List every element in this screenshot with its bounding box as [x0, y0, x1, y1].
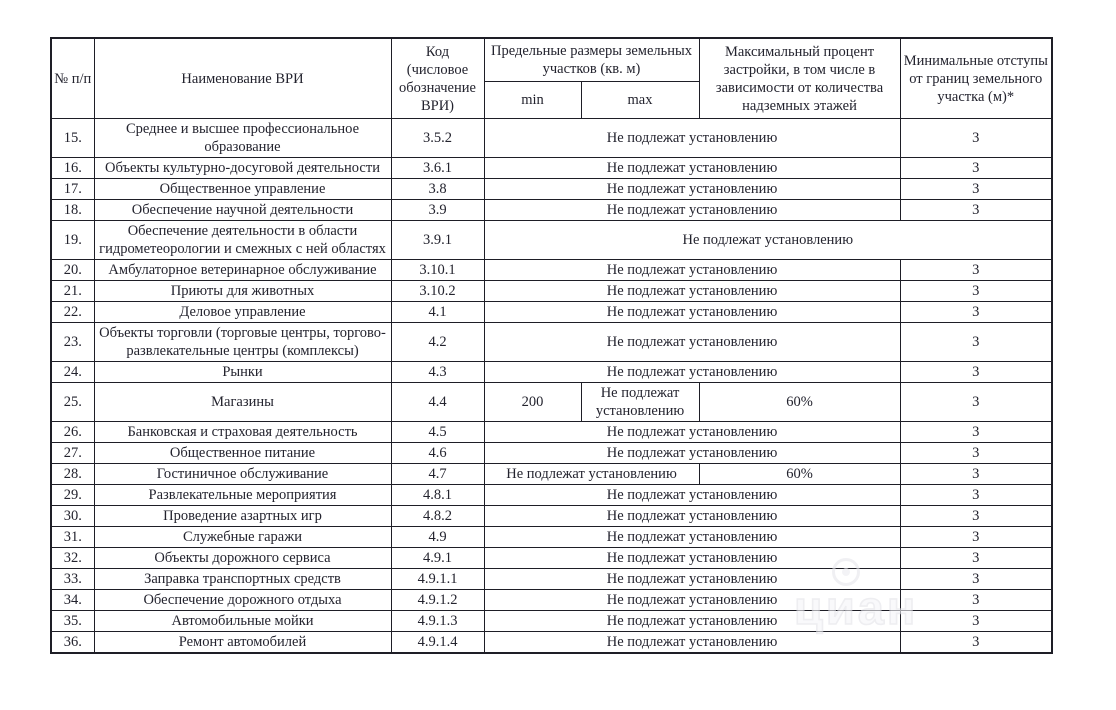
watermark-text: циан [794, 581, 919, 634]
limit-merged: Не подлежат установлению [484, 200, 900, 221]
header-percent-col: Максимальный процент застройки, в том числе в зависимости от количества надземных этажей [699, 38, 900, 119]
limit-merged: Не подлежат установлению [484, 323, 900, 362]
limit-max: Не подлежат установлению [581, 383, 699, 422]
table-row [51, 221, 1052, 260]
vri-name: Служебные гаражи [94, 527, 391, 548]
vri-code: 4.8.2 [391, 506, 484, 527]
row-number: 36. [51, 632, 94, 654]
limit-minmax-merged: Не подлежат установлению [484, 464, 699, 485]
limit-merged: Не подлежат установлению [484, 527, 900, 548]
vri-code: 4.9.1.3 [391, 611, 484, 632]
vri-name: Амбулаторное ветеринарное обслуживание [94, 260, 391, 281]
setback-value: 3 [900, 158, 1052, 179]
vri-code: 3.9 [391, 200, 484, 221]
table-row [51, 569, 1052, 590]
setback-value: 3 [900, 611, 1052, 632]
header-size-col: Предельные размеры земельных участков (кв. м) [484, 38, 699, 82]
vri-code: 4.6 [391, 443, 484, 464]
row-number: 18. [51, 200, 94, 221]
setback-value: 3 [900, 119, 1052, 158]
vri-name: Ремонт автомобилей [94, 632, 391, 654]
vri-code: 4.1 [391, 302, 484, 323]
setback-value: 3 [900, 260, 1052, 281]
table-row [51, 383, 1052, 422]
row-number: 28. [51, 464, 94, 485]
row-number: 25. [51, 383, 94, 422]
table-row [51, 548, 1052, 569]
header-setback-col: Минимальные отступы от границ земельного участка (м)* [900, 38, 1052, 119]
setback-value: 3 [900, 323, 1052, 362]
row-number: 30. [51, 506, 94, 527]
limit-merged: Не подлежат установлению [484, 590, 900, 611]
row-number: 22. [51, 302, 94, 323]
vri-name: Развлекательные мероприятия [94, 485, 391, 506]
row-number: 24. [51, 362, 94, 383]
table-row [51, 323, 1052, 362]
row-number: 27. [51, 443, 94, 464]
setback-value: 3 [900, 632, 1052, 654]
row-number: 29. [51, 485, 94, 506]
vri-name: Объекты культурно-досуговой деятельности [94, 158, 391, 179]
row-number: 21. [51, 281, 94, 302]
vri-code: 4.7 [391, 464, 484, 485]
vri-code: 3.6.1 [391, 158, 484, 179]
setback-value: 3 [900, 506, 1052, 527]
header-code-col: Код (числовое обозначение ВРИ) [391, 38, 484, 119]
setback-value: 3 [900, 179, 1052, 200]
vri-name: Общественное питание [94, 443, 391, 464]
setback-value: 3 [900, 590, 1052, 611]
vri-code: 4.9.1.4 [391, 632, 484, 654]
table-row [51, 260, 1052, 281]
vri-code: 3.8 [391, 179, 484, 200]
table-row [51, 485, 1052, 506]
limit-merged: Не подлежат установлению [484, 302, 900, 323]
vri-name: Деловое управление [94, 302, 391, 323]
vri-code: 4.4 [391, 383, 484, 422]
row-number: 32. [51, 548, 94, 569]
table-row [51, 506, 1052, 527]
limit-merged-full: Не подлежат установлению [484, 221, 1052, 260]
setback-value: 3 [900, 464, 1052, 485]
vri-code: 4.5 [391, 422, 484, 443]
vri-code: 3.9.1 [391, 221, 484, 260]
limit-merged: Не подлежат установлению [484, 119, 900, 158]
vri-code: 3.10.1 [391, 260, 484, 281]
header-name-col: Наименование ВРИ [94, 38, 391, 119]
setback-value: 3 [900, 422, 1052, 443]
vri-name: Гостиничное обслуживание [94, 464, 391, 485]
row-number: 34. [51, 590, 94, 611]
vri-code: 4.3 [391, 362, 484, 383]
setback-value: 3 [900, 200, 1052, 221]
setback-value: 3 [900, 362, 1052, 383]
setback-value: 3 [900, 302, 1052, 323]
limit-merged: Не подлежат установлению [484, 443, 900, 464]
vri-code: 4.9 [391, 527, 484, 548]
table-row [51, 362, 1052, 383]
setback-value: 3 [900, 383, 1052, 422]
vri-name: Объекты дорожного сервиса [94, 548, 391, 569]
row-number: 31. [51, 527, 94, 548]
vri-name: Общественное управление [94, 179, 391, 200]
vri-code: 4.9.1.1 [391, 569, 484, 590]
limit-merged: Не подлежат установлению [484, 548, 900, 569]
vri-name: Заправка транспортных средств [94, 569, 391, 590]
table-row [51, 590, 1052, 611]
row-number: 16. [51, 158, 94, 179]
vri-name: Объекты торговли (торговые центры, торгово-развлекательные центры (комплексы) [94, 323, 391, 362]
table-body [51, 119, 1052, 654]
build-percent: 60% [699, 464, 900, 485]
vri-name: Обеспечение деятельности в области гидрометеорологии и смежных с ней областях [94, 221, 391, 260]
table-row [51, 464, 1052, 485]
table-row [51, 158, 1052, 179]
vri-name: Магазины [94, 383, 391, 422]
setback-value: 3 [900, 569, 1052, 590]
setback-value: 3 [900, 281, 1052, 302]
vri-name: Обеспечение дорожного отдыха [94, 590, 391, 611]
table-row [51, 443, 1052, 464]
table-row [51, 302, 1052, 323]
limit-merged: Не подлежат установлению [484, 422, 900, 443]
limit-merged: Не подлежат установлению [484, 485, 900, 506]
vri-name: Банковская и страховая деятельность [94, 422, 391, 443]
table-row [51, 611, 1052, 632]
limit-merged: Не подлежат установлению [484, 158, 900, 179]
vri-name: Приюты для животных [94, 281, 391, 302]
vri-code: 3.5.2 [391, 119, 484, 158]
vri-name: Обеспечение научной деятельности [94, 200, 391, 221]
table-row [51, 527, 1052, 548]
table-row [51, 422, 1052, 443]
vri-name: Среднее и высшее профессиональное образование [94, 119, 391, 158]
vri-table [50, 37, 1053, 654]
table-row [51, 632, 1052, 654]
header-row-top [51, 38, 1052, 82]
row-number: 26. [51, 422, 94, 443]
row-number: 15. [51, 119, 94, 158]
limit-merged: Не подлежат установлению [484, 611, 900, 632]
row-number: 19. [51, 221, 94, 260]
vri-code: 4.9.1 [391, 548, 484, 569]
setback-value: 3 [900, 485, 1052, 506]
row-number: 17. [51, 179, 94, 200]
header-min-col: min [484, 82, 581, 119]
limit-merged: Не подлежат установлению [484, 260, 900, 281]
limit-merged: Не подлежат установлению [484, 506, 900, 527]
limit-merged: Не подлежат установлению [484, 362, 900, 383]
vri-name: Автомобильные мойки [94, 611, 391, 632]
setback-value: 3 [900, 548, 1052, 569]
vri-code: 4.8.1 [391, 485, 484, 506]
row-number: 23. [51, 323, 94, 362]
vri-name: Рынки [94, 362, 391, 383]
table-header [51, 38, 1052, 119]
header-max-col: max [581, 82, 699, 119]
row-number: 20. [51, 260, 94, 281]
limit-merged: Не подлежат установлению [484, 179, 900, 200]
row-number: 35. [51, 611, 94, 632]
build-percent: 60% [699, 383, 900, 422]
vri-code: 4.9.1.2 [391, 590, 484, 611]
setback-value: 3 [900, 527, 1052, 548]
row-number: 33. [51, 569, 94, 590]
table-row [51, 200, 1052, 221]
header-num-col: № п/п [51, 38, 94, 119]
table-row [51, 119, 1052, 158]
limit-min: 200 [484, 383, 581, 422]
limit-merged: Не подлежат установлению [484, 281, 900, 302]
setback-value: 3 [900, 443, 1052, 464]
table-row [51, 179, 1052, 200]
table-row [51, 281, 1052, 302]
limit-merged: Не подлежат установлению [484, 632, 900, 654]
limit-merged: Не подлежат установлению [484, 569, 900, 590]
vri-code: 3.10.2 [391, 281, 484, 302]
vri-name: Проведение азартных игр [94, 506, 391, 527]
vri-code: 4.2 [391, 323, 484, 362]
